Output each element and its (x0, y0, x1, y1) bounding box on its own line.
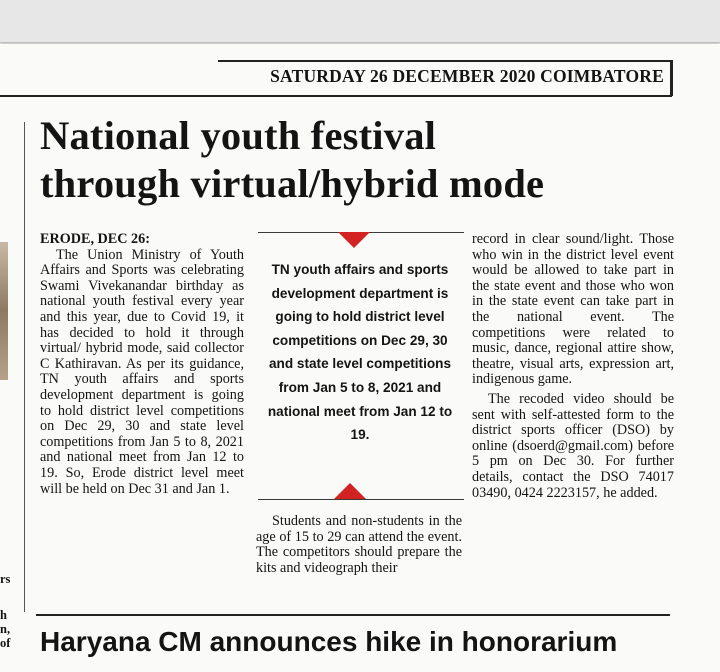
article-body-column-3-para-1: record in clear sound/light. Those who win in the district level event would be allowed to take part in the state event and those who won in the state event can take part in the national event. The competitions were related to music, dance, regional attire show, theatre, visual arts, expression art, indigenous game. (472, 231, 674, 388)
pull-quote: TN youth affairs and sports development department is going to hold district level competitions on Dec 29, 30 and state level competitions from Jan 5 to 8, 2021 and national meet from Jan 12 to 19. (267, 262, 453, 443)
article-body-column-1: The Union Ministry of Youth Affairs and Sports was celebrating Swami Vivekanandar birthday as national youth festival every year and this year, due to Covid 19, it has decided to hold it through virtual/ hybrid mode, said collector C Kathiravan. As per its guidance, TN youth affairs and sports development department is going to hold district level competitions on Dec 29, 30 and state level competitions from Jan 5 to 8, 2021 and national meet from Jan 12 to 19. So, Erode district level meet will be held on Dec 31 and Jan 1. (40, 246, 244, 497)
article-body-column-2: Students and non-students in the age of 15 to 29 can attend the event. The competitors should prepare the kits and videograph their (256, 513, 462, 576)
article-column-1 (40, 232, 244, 497)
column-divider (24, 122, 25, 612)
article-column-2 (256, 514, 462, 576)
pull-quote-bottom-rule (258, 499, 464, 500)
window-top-bar (0, 0, 720, 43)
dateline: SATURDAY 26 DECEMBER 2020 COIMBATORE (270, 66, 664, 86)
headline-line-1: National youth festival (40, 113, 437, 158)
article-headline (40, 112, 680, 208)
adjacent-text-fragment: of (0, 636, 11, 650)
next-article-headline: Haryana CM announces hike in honorarium (40, 626, 618, 657)
pull-quote-top-marker (338, 232, 370, 248)
headline-line-2: through virtual/hybrid mode (40, 161, 545, 206)
pull-quote-bottom-marker (334, 483, 366, 499)
article-column-3 (472, 232, 674, 501)
adjacent-text-fragment: n, (0, 622, 11, 636)
section-divider (36, 614, 670, 616)
adjacent-text-fragment: h (0, 608, 7, 622)
adjacent-article-photo-edge (0, 242, 8, 380)
dateline-rule (0, 95, 672, 97)
article-placeline: ERODE, DEC 26: (40, 231, 150, 247)
adjacent-text-fragment: rs (0, 572, 11, 586)
article-body-column-3-para-2: The recoded video should be sent with self-attested form to the district sports officer (DSO) by online (dsoerd@gmail.com) before 5 pm on Dec 30. For further details, contact the DSO 74017 03490, 0424 2223157, he added. (472, 390, 674, 501)
